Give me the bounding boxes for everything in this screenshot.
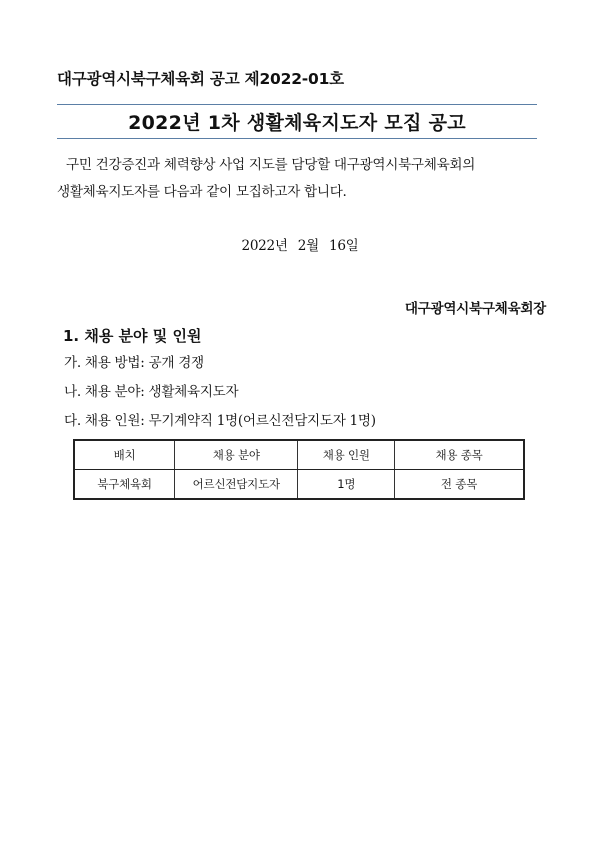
intro-paragraph <box>57 152 547 206</box>
section-item-headcount: 다. 채용 인원: 무기계약직 1명(어르신전담지도자 1명) <box>64 413 376 429</box>
date-year: 2022년 <box>241 238 288 254</box>
section-item-method: 가. 채용 방법: 공개 경쟁 <box>64 355 204 371</box>
intro-line-2: 생활체육지도자를 다음과 같이 모집하고자 합니다. <box>57 184 347 200</box>
table-cell: 북구체육회 <box>74 470 175 500</box>
notice-date <box>0 234 600 254</box>
page-title: 2022년 1차 생활체육지도자 모집 공고 <box>128 112 466 134</box>
section-heading: 1. 채용 분야 및 인원 <box>63 327 202 345</box>
table-cell: 전 종목 <box>395 470 524 500</box>
notice-number: 대구광역시북구체육회 공고 제2022-01호 <box>57 70 344 88</box>
table-row <box>74 470 524 500</box>
title-bar <box>57 104 537 139</box>
section-item-field: 나. 채용 분야: 생활체육지도자 <box>64 384 239 400</box>
date-day: 16일 <box>328 238 359 254</box>
issuer-signature: 대구광역시북구체육회장 <box>404 301 546 317</box>
table-header-cell: 채용 종목 <box>395 440 524 470</box>
table-cell: 1명 <box>298 470 395 500</box>
table-header-cell: 채용 분야 <box>175 440 298 470</box>
table-header-cell: 배치 <box>74 440 175 470</box>
recruitment-table <box>73 439 525 500</box>
table-cell: 어르신전담지도자 <box>175 470 298 500</box>
table-header-row <box>74 440 524 470</box>
section-items <box>64 349 376 436</box>
intro-line-1: 구민 건강증진과 체력향상 사업 지도를 담당할 대구광역시북구체육회의 <box>66 157 476 173</box>
table-header-cell: 채용 인원 <box>298 440 395 470</box>
date-month: 2월 <box>297 238 319 254</box>
